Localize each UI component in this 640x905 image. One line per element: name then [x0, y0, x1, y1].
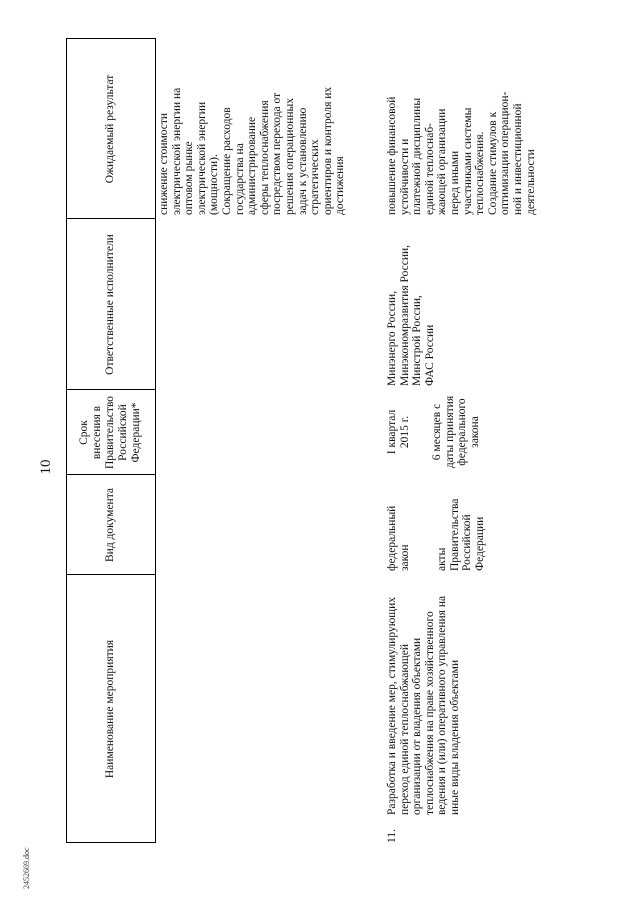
row-11-doc-type-1: федеральный закон: [386, 505, 411, 571]
row-11-deadline-2: 6 месяцев с даты принятия федерального закона: [431, 395, 481, 469]
row-11-deadline-1: I квартал 2015 г.: [386, 409, 411, 455]
row-11-executors: Минэнерго России, Минэкономразвития России, Минстрой России, ФАС России: [386, 244, 436, 386]
row-11-name: Разработка и введение мер, стимулирующих переход единой теплоснабжающей организации от владения объектами теплоснабжения на праве хозяйственного ведения и (или) оперативного управления на иные виды владения объектами: [386, 595, 461, 815]
footer-doc-code: 2452669.doc: [22, 847, 31, 889]
row-11-doc-type-2: акты Правительства Российской Федерации: [436, 498, 486, 571]
header-executors: Ответственные исполнители: [104, 234, 116, 375]
prev-row-result: снижение стоимости электрической энергии на оптовом рынке электрической энергии (мощности). Сокращение расходов государства на администрирование сферы теплоснабжения посредством перехода от решения операционных задач к установлению стратегических ориентиров и контроля их достижения: [158, 86, 347, 215]
header-name: Наименование мероприятия: [104, 639, 116, 779]
header-deadline: Срок внесения в Правительство Российской Федерации*: [78, 395, 142, 470]
row-11-number: 11.: [386, 829, 398, 843]
header-result: Ожидаемый результат: [104, 74, 116, 184]
row-11-result: повышение финансовой устойчивости и платежной дисциплины единой теплоснаб- жающей организации перед иными участниками системы теплоснабжения. Создание стимулов к оптимизации операцион- ной и инвестиционной деятельности: [386, 91, 537, 215]
header-bottom-border: [155, 38, 156, 843]
page-number: 10: [38, 459, 54, 475]
header-doc-type: Вид документа: [104, 488, 116, 562]
